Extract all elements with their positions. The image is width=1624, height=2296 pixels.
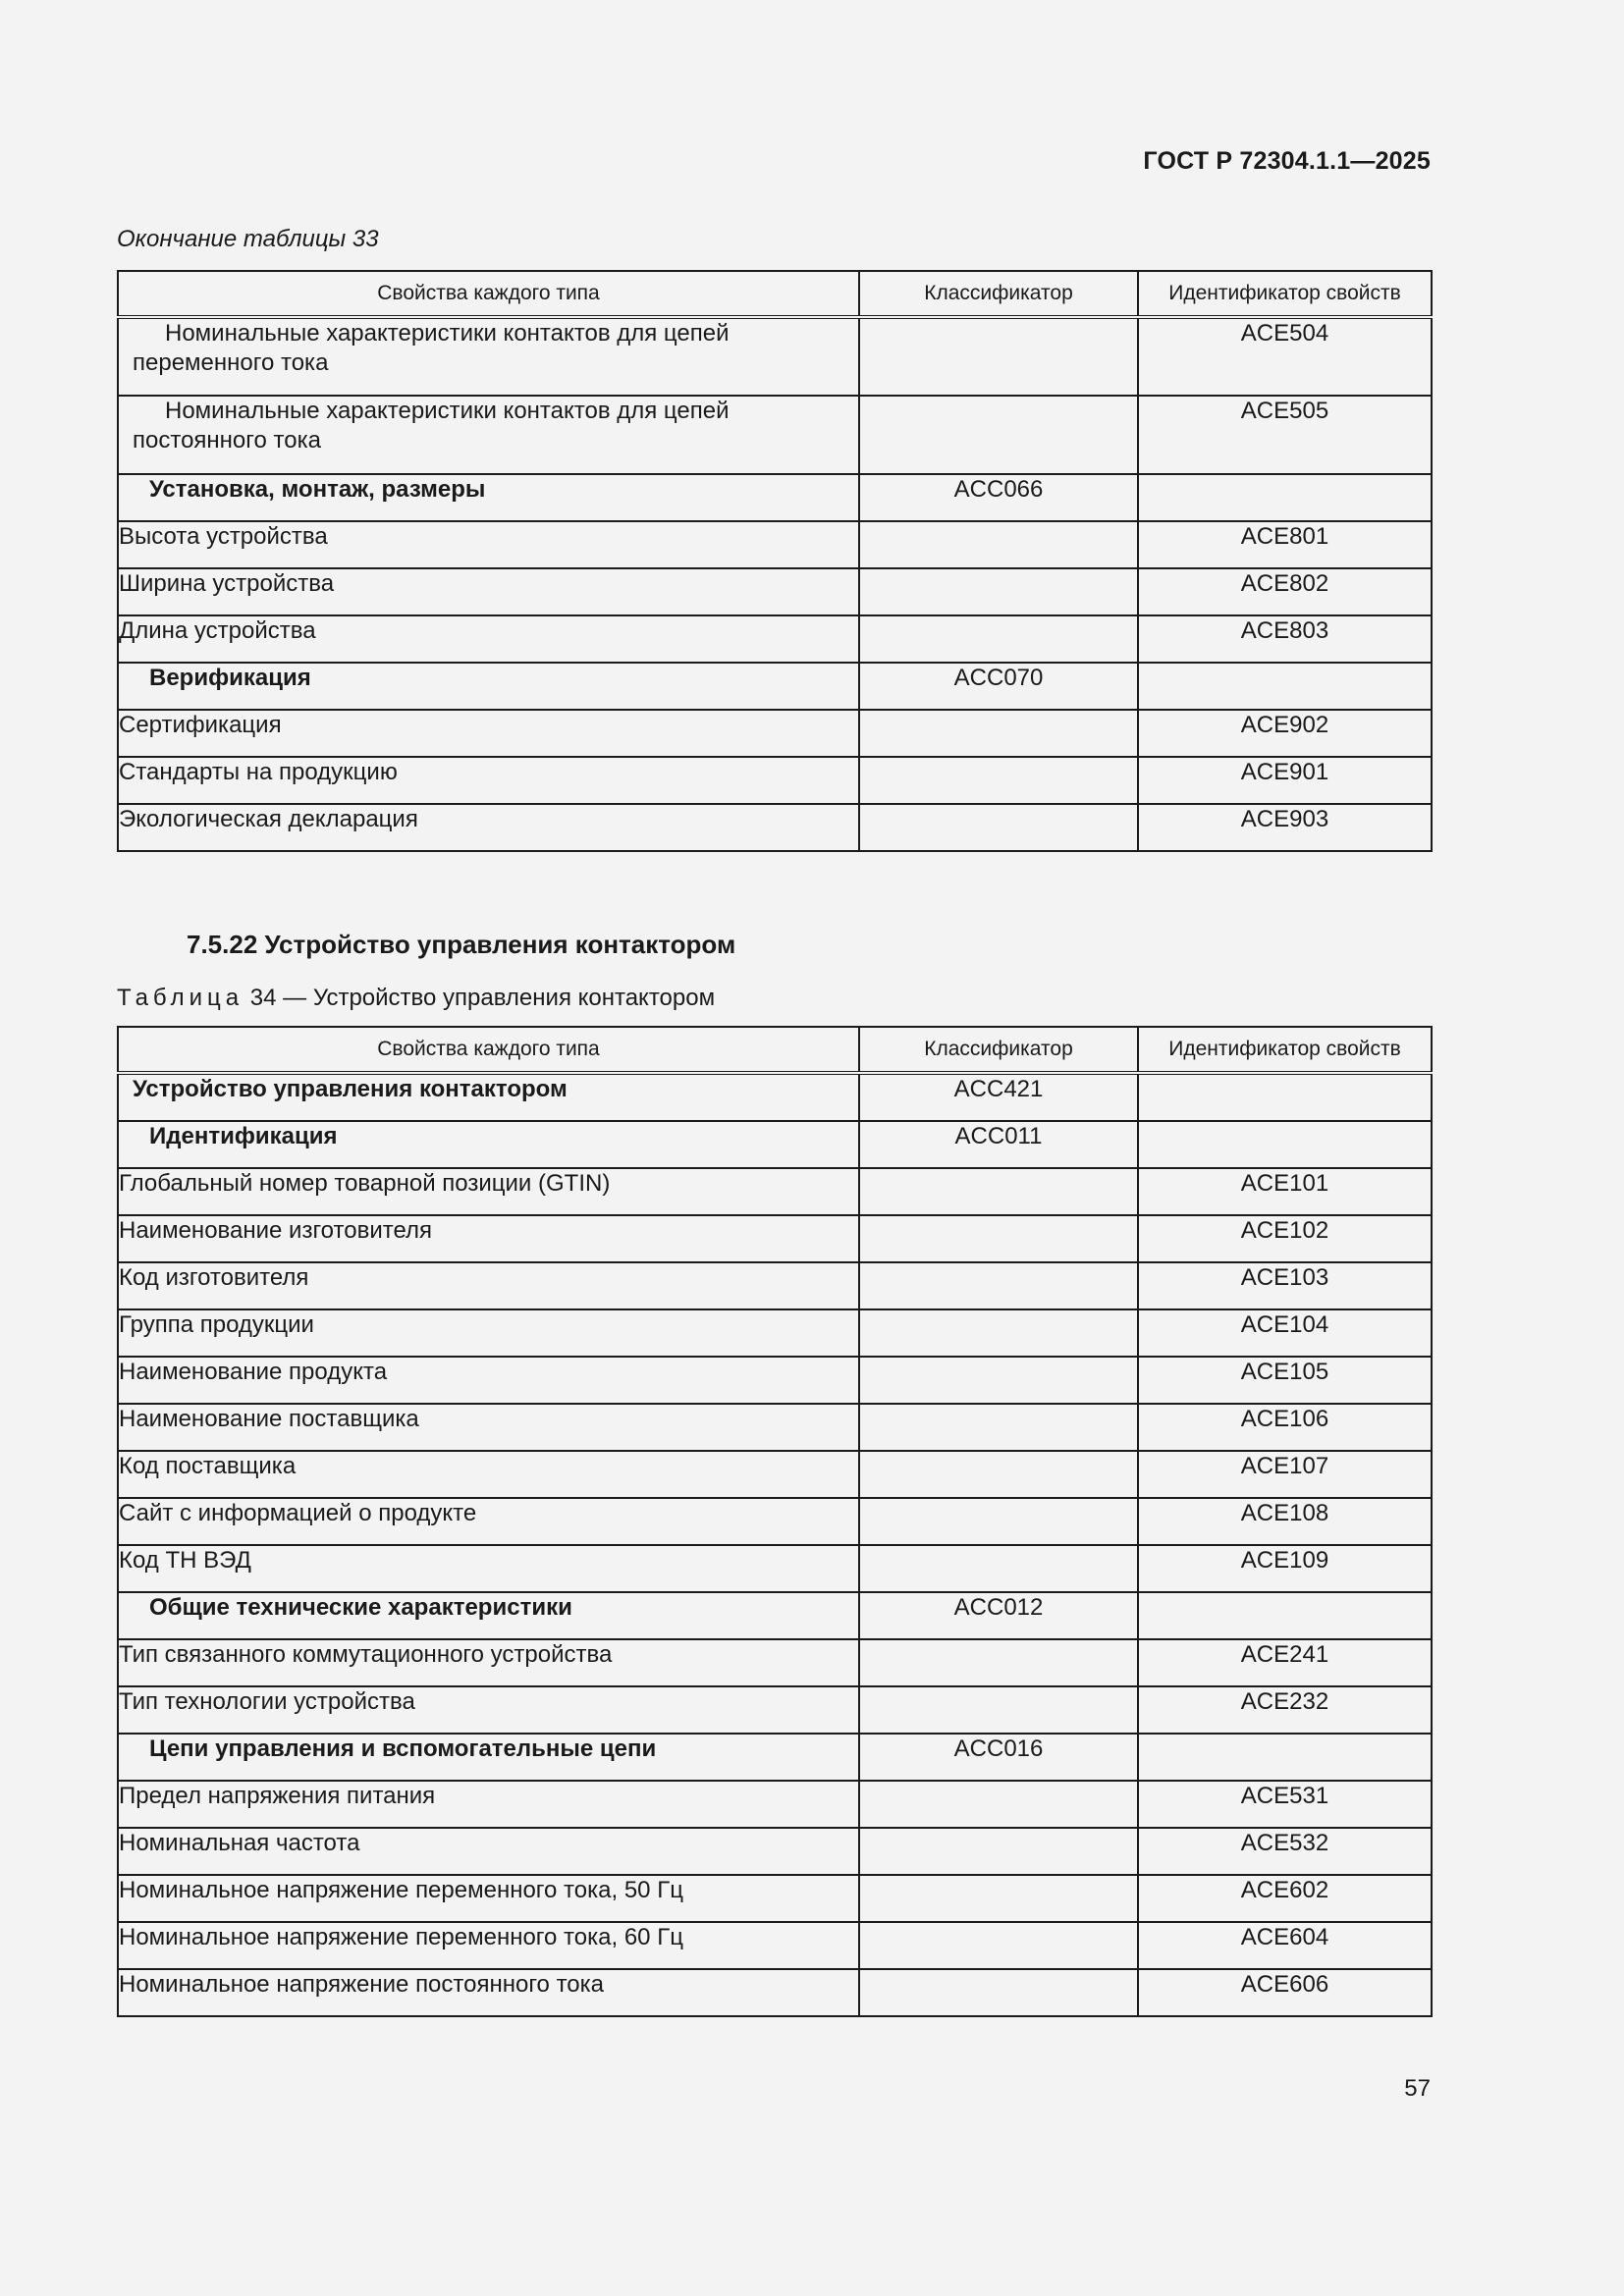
table-row (118, 568, 1432, 615)
table-row (118, 1498, 1432, 1545)
table-header-row (118, 1027, 1432, 1073)
classifier-cell: ACC016 (859, 1734, 1138, 1781)
classifier-cell: ACC421 (859, 1073, 1138, 1121)
classifier-cell (859, 1309, 1138, 1357)
table-row (118, 710, 1432, 757)
classifier-cell (859, 804, 1138, 851)
property-cell: Номинальное напряжение переменного тока, 60 Гц (118, 1922, 859, 1969)
classifier-cell (859, 615, 1138, 663)
classifier-cell (859, 1262, 1138, 1309)
table-row (118, 663, 1432, 710)
property-group-cell: Устройство управления контактором (118, 1073, 859, 1121)
table-row (118, 1404, 1432, 1451)
identifier-cell (1138, 1073, 1432, 1121)
table-row (118, 1686, 1432, 1734)
table-row (118, 521, 1432, 568)
identifier-cell: ACE802 (1138, 568, 1432, 615)
identifier-cell (1138, 1592, 1432, 1639)
property-cell: Номинальные характеристики контактов для цепей постоянного тока (118, 396, 859, 474)
column-header-identifier: Идентификатор свойств (1138, 271, 1432, 317)
identifier-cell: ACE606 (1138, 1969, 1432, 2016)
table-row (118, 1592, 1432, 1639)
column-header-properties: Свойства каждого типа (118, 1027, 859, 1073)
classifier-cell (859, 757, 1138, 804)
table-caption (117, 985, 715, 1012)
table-row (118, 1262, 1432, 1309)
identifier-cell: ACE504 (1138, 317, 1432, 396)
property-cell: Высота устройства (118, 521, 859, 568)
property-cell: Тип связанного коммутационного устройства (118, 1639, 859, 1686)
page-number: 57 (1404, 2075, 1431, 2102)
property-cell: Номинальное напряжение переменного тока, 50 Гц (118, 1875, 859, 1922)
classifier-cell (859, 1545, 1138, 1592)
table-caption-label: Таблица (117, 985, 244, 1011)
property-group-cell: Цепи управления и вспомогательные цепи (118, 1734, 859, 1781)
identifier-cell: ACE104 (1138, 1309, 1432, 1357)
property-cell: Номинальное напряжение постоянного тока (118, 1969, 859, 2016)
table-row (118, 804, 1432, 851)
identifier-cell: ACE801 (1138, 521, 1432, 568)
table-row (118, 317, 1432, 396)
identifier-cell: ACE531 (1138, 1781, 1432, 1828)
property-cell: Группа продукции (118, 1309, 859, 1357)
property-cell: Код изготовителя (118, 1262, 859, 1309)
classifier-cell: ACC066 (859, 474, 1138, 521)
identifier-cell: ACE803 (1138, 615, 1432, 663)
property-cell: Глобальный номер товарной позиции (GTIN) (118, 1168, 859, 1215)
classifier-cell (859, 1357, 1138, 1404)
property-cell: Наименование поставщика (118, 1404, 859, 1451)
classifier-cell (859, 396, 1138, 474)
table-caption-text: 34 — Устройство управления контактором (249, 985, 716, 1011)
table-row (118, 1875, 1432, 1922)
property-cell: Тип технологии устройства (118, 1686, 859, 1734)
identifier-cell (1138, 474, 1432, 521)
identifier-cell (1138, 1121, 1432, 1168)
identifier-cell: ACE106 (1138, 1404, 1432, 1451)
classifier-cell (859, 1781, 1138, 1828)
property-cell: Наименование продукта (118, 1357, 859, 1404)
property-group-cell: Верификация (118, 663, 859, 710)
property-cell: Номинальные характеристики контактов для цепей переменного тока (118, 317, 859, 396)
properties-table-34 (117, 1026, 1433, 2017)
table-row (118, 1781, 1432, 1828)
table-row (118, 757, 1432, 804)
table-row (118, 474, 1432, 521)
table-row (118, 1215, 1432, 1262)
table-row (118, 1121, 1432, 1168)
table-row (118, 1969, 1432, 2016)
classifier-cell (859, 710, 1138, 757)
property-group-cell: Идентификация (118, 1121, 859, 1168)
classifier-cell: ACC012 (859, 1592, 1138, 1639)
identifier-cell: ACE108 (1138, 1498, 1432, 1545)
property-cell: Код поставщика (118, 1451, 859, 1498)
property-cell: Длина устройства (118, 615, 859, 663)
table-row (118, 1451, 1432, 1498)
property-cell: Стандарты на продукцию (118, 757, 859, 804)
table-row (118, 1639, 1432, 1686)
table-row (118, 1073, 1432, 1121)
property-cell: Наименование изготовителя (118, 1215, 859, 1262)
table-continuation-label: Окончание таблицы 33 (117, 226, 379, 252)
column-header-classifier: Классификатор (859, 1027, 1138, 1073)
property-cell: Экологическая декларация (118, 804, 859, 851)
classifier-cell (859, 1922, 1138, 1969)
column-header-identifier: Идентификатор свойств (1138, 1027, 1432, 1073)
identifier-cell: ACE232 (1138, 1686, 1432, 1734)
identifier-cell: ACE105 (1138, 1357, 1432, 1404)
identifier-cell: ACE505 (1138, 396, 1432, 474)
identifier-cell: ACE604 (1138, 1922, 1432, 1969)
identifier-cell: ACE109 (1138, 1545, 1432, 1592)
classifier-cell: ACC011 (859, 1121, 1138, 1168)
classifier-cell (859, 1875, 1138, 1922)
table-row (118, 1357, 1432, 1404)
identifier-cell: ACE103 (1138, 1262, 1432, 1309)
table-row (118, 615, 1432, 663)
classifier-cell (859, 1969, 1138, 2016)
table-header-row (118, 271, 1432, 317)
property-cell: Ширина устройства (118, 568, 859, 615)
identifier-cell: ACE532 (1138, 1828, 1432, 1875)
classifier-cell (859, 1828, 1138, 1875)
identifier-cell: ACE241 (1138, 1639, 1432, 1686)
classifier-cell (859, 317, 1138, 396)
table-row (118, 396, 1432, 474)
classifier-cell (859, 568, 1138, 615)
property-group-cell: Общие технические характеристики (118, 1592, 859, 1639)
identifier-cell (1138, 1734, 1432, 1781)
identifier-cell: ACE102 (1138, 1215, 1432, 1262)
table-row (118, 1734, 1432, 1781)
property-group-cell: Установка, монтаж, размеры (118, 474, 859, 521)
identifier-cell: ACE901 (1138, 757, 1432, 804)
classifier-cell (859, 1404, 1138, 1451)
table-row (118, 1828, 1432, 1875)
identifier-cell: ACE602 (1138, 1875, 1432, 1922)
property-cell: Предел напряжения питания (118, 1781, 859, 1828)
property-cell: Сертификация (118, 710, 859, 757)
classifier-cell (859, 1686, 1138, 1734)
table-row (118, 1309, 1432, 1357)
table-row (118, 1168, 1432, 1215)
classifier-cell (859, 1215, 1138, 1262)
identifier-cell: ACE903 (1138, 804, 1432, 851)
table-row (118, 1922, 1432, 1969)
classifier-cell: ACC070 (859, 663, 1138, 710)
property-cell: Сайт с информацией о продукте (118, 1498, 859, 1545)
column-header-classifier: Классификатор (859, 271, 1138, 317)
column-header-properties: Свойства каждого типа (118, 271, 859, 317)
identifier-cell (1138, 663, 1432, 710)
classifier-cell (859, 1168, 1138, 1215)
classifier-cell (859, 1639, 1138, 1686)
properties-table-33 (117, 270, 1433, 852)
identifier-cell: ACE902 (1138, 710, 1432, 757)
document-code: ГОСТ Р 72304.1.1—2025 (1143, 147, 1431, 175)
classifier-cell (859, 1451, 1138, 1498)
classifier-cell (859, 1498, 1138, 1545)
classifier-cell (859, 521, 1138, 568)
identifier-cell: ACE107 (1138, 1451, 1432, 1498)
property-cell: Номинальная частота (118, 1828, 859, 1875)
table-row (118, 1545, 1432, 1592)
property-cell: Код ТН ВЭД (118, 1545, 859, 1592)
identifier-cell: ACE101 (1138, 1168, 1432, 1215)
section-heading: 7.5.22 Устройство управления контактором (187, 930, 736, 959)
